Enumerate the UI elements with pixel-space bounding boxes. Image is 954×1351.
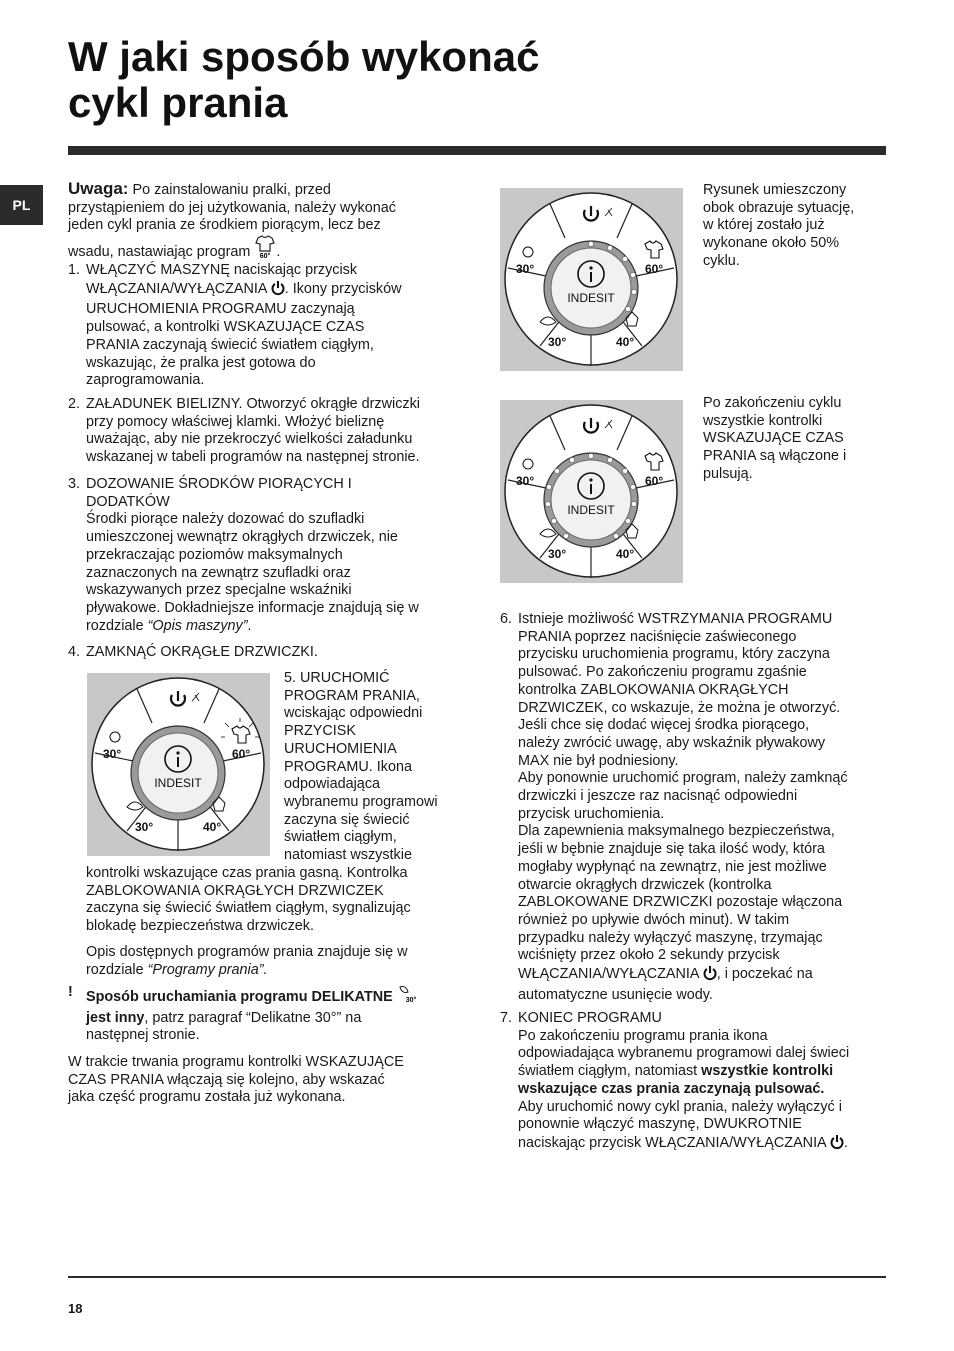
power-icon — [830, 1134, 844, 1156]
svg-text:30°: 30° — [548, 335, 567, 349]
svg-text:30°: 30° — [548, 547, 567, 561]
warning-mark: ! — [68, 984, 73, 1000]
brand-logo: INDESIT — [567, 291, 615, 305]
step-5-continued: kontrolki wskazujące czas prania gasną. Kontrolka ZABLOKOWANIA OKRĄGŁYCH DRZWICZEK zaczyna się świecić światłem ciągłym, sygnalizując blokadę bezpieczeństwa drzwiczek. — [86, 865, 411, 935]
progress-paragraph: W trakcie trwania programu kontrolki WSKAZUJĄCE CZAS PRANIA włączają się kolejno, aby wskazać jaka część programu została już wykonana. — [68, 1054, 404, 1106]
svg-text:60°: 60° — [260, 253, 271, 260]
caption-1: Rysunek umieszczony obok obrazuje sytuację, w której zostało już wykonane około 50% cyklu. — [703, 182, 855, 269]
cotton-60-icon — [254, 235, 276, 265]
programs-reference: Opis dostępnych programów prania znajduje się w rozdziale “Programy prania”. — [86, 944, 408, 978]
brand-logo: INDESIT — [154, 776, 202, 790]
svg-text:30°: 30° — [103, 747, 122, 761]
step-1: 1. WŁĄCZYĆ MASZYNĘ naciskając przycisk WŁĄCZANIA/WYŁĄCZANIA . Ikony przycisków URUCHOMIENIA PROGRAMU zaczynają pulsować, a kontrolki WSKAZUJĄCE CZAS PRANIA zaczynają świecić światłem ciągłym, wskazując, że pralka jest gotowa do zaprogramowania. — [68, 262, 402, 389]
note-label: Uwaga: — [68, 179, 129, 198]
svg-text:40°: 40° — [616, 547, 635, 561]
note-paragraph: Uwaga: Po zainstalowaniu pralki, przed przystąpieniem do jej użytkowania, należy wykonać jeden cykl prania ze środkiem piorącym, lecz bez wsadu, nastawiając program 60° . — [68, 180, 458, 265]
svg-text:30°: 30° — [516, 474, 535, 488]
svg-text:60°: 60° — [232, 747, 251, 761]
language-tab: PL — [0, 185, 43, 225]
title-rule — [68, 146, 886, 155]
step-7: 7. KONIEC PROGRAMU Po zakończeniu programu prania ikona odpowiadająca wybranemu programowi dalej świeci światłem ciągłym, natomiast wszystkie kontrolki wskazujące czas prania zaczynają pulsować. Aby uruchomić nowy cykl prania, należy wyłączyć i ponownie włączyć maszynę, DWUKROTNIE naciskając przycisk WŁĄCZANIA/WYŁĄCZANIA . — [500, 1010, 888, 1156]
delicate-warning: ! Sposób uruchamiania programu DELIKATNE 30° jest inny, patrz paragraf “Delikatne 30°” na następnej stronie. — [68, 984, 458, 1045]
page-number: 18 — [68, 1301, 83, 1316]
step-5: 5. URUCHOMIĆ PROGRAM PRANIA, wciskając odpowiedni PRZYCISK URUCHOMIENIA PROGRAMU. Ikona odpowiadająca wybranemu programowi zaczyna się świecić światłem ciągłym, natomiast wszystkie — [284, 670, 438, 864]
step-4: 4. ZAMKNĄĆ OKRĄGŁE DRZWICZKI. — [68, 644, 318, 660]
svg-text:60°: 60° — [645, 474, 664, 488]
control-panel-illustration-2 — [500, 188, 683, 371]
svg-text:30°: 30° — [516, 262, 535, 276]
page-title: W jaki sposób wykonać cykl prania — [68, 33, 540, 126]
delicate-30-icon — [397, 984, 419, 1010]
svg-text:40°: 40° — [616, 335, 635, 349]
brand-logo: INDESIT — [567, 503, 615, 517]
control-panel-illustration-3 — [500, 400, 683, 583]
power-icon — [703, 965, 717, 987]
control-panel-illustration-1 — [87, 673, 270, 856]
step-2: 2. ZAŁADUNEK BIELIZNY. Otworzyć okrągłe drzwiczki przy pomocy właściwej klamki. Włożyć bieliznę uważając, aby nie przekroczyć wielkości załadunku wskazanej w tabeli programów na następnej stronie. — [68, 396, 421, 466]
caption-2: Po zakończeniu cyklu wszystkie kontrolki WSKAZUJĄCE CZAS PRANIA są włączone i pulsują. — [703, 395, 847, 482]
power-icon — [271, 280, 285, 302]
svg-text:30°: 30° — [405, 997, 417, 1004]
svg-text:60°: 60° — [645, 262, 664, 276]
step-3: 3. DOZOWANIE ŚRODKÓW PIORĄCYCH I DODATKÓW Środki piorące należy dozować do szufladki umieszczonej wewnątrz okrągłych drzwiczek, nie przekraczając poziomów maksymalnych zaznaczonych na zewnątrz szufladki oraz wskazywanych przez specjalne wskaźniki pływakowe. Dokładniejsze informacje znajdują się w rozdziale “Opis maszyny”. — [68, 476, 419, 634]
svg-text:40°: 40° — [203, 820, 222, 834]
svg-text:30°: 30° — [135, 820, 154, 834]
step-6: 6. Istnieje możliwość WSTRZYMANIA PROGRAMU PRANIA poprzez naciśnięcie zaświeconego przycisku uruchomienia programu, który zaczyna pulsować. Po zakończeniu programu zgaśnie kontrolka ZABLOKOWANIA OKRĄGŁYCH DRZWICZEK, co wskazuje, że można je otworzyć. Jeśli chce się dodać więcej środka piorącego, należy zwrócić uwagę, aby wskaźnik pływakowy MAX nie był podniesiony. Aby ponownie uruchomić program, należy zamknąć drzwiczki i jeszcze raz nacisnąć odpowiedni przycisk uruchomienia. Dla zapewnienia maksymalnego bezpieczeństwa, jeśli w bębnie znajduje się taka ilość wody, która mogłaby wypłynąć na zewnątrz, nie jest możliwe otwarcie okrągłych drzwiczek (kontrolka ZABLOKOWANE DRZWICZKI pozostaje włączona również po upływie dwóch minut). W takim przypadku należy wyłączyć maszynę, trzymając wciśnięty przez około 2 sekundy przycisk WŁĄCZANIA/WYŁĄCZANIA , i poczekać na automatyczne usunięcie wody. — [500, 611, 848, 1003]
footer-rule — [68, 1276, 886, 1278]
